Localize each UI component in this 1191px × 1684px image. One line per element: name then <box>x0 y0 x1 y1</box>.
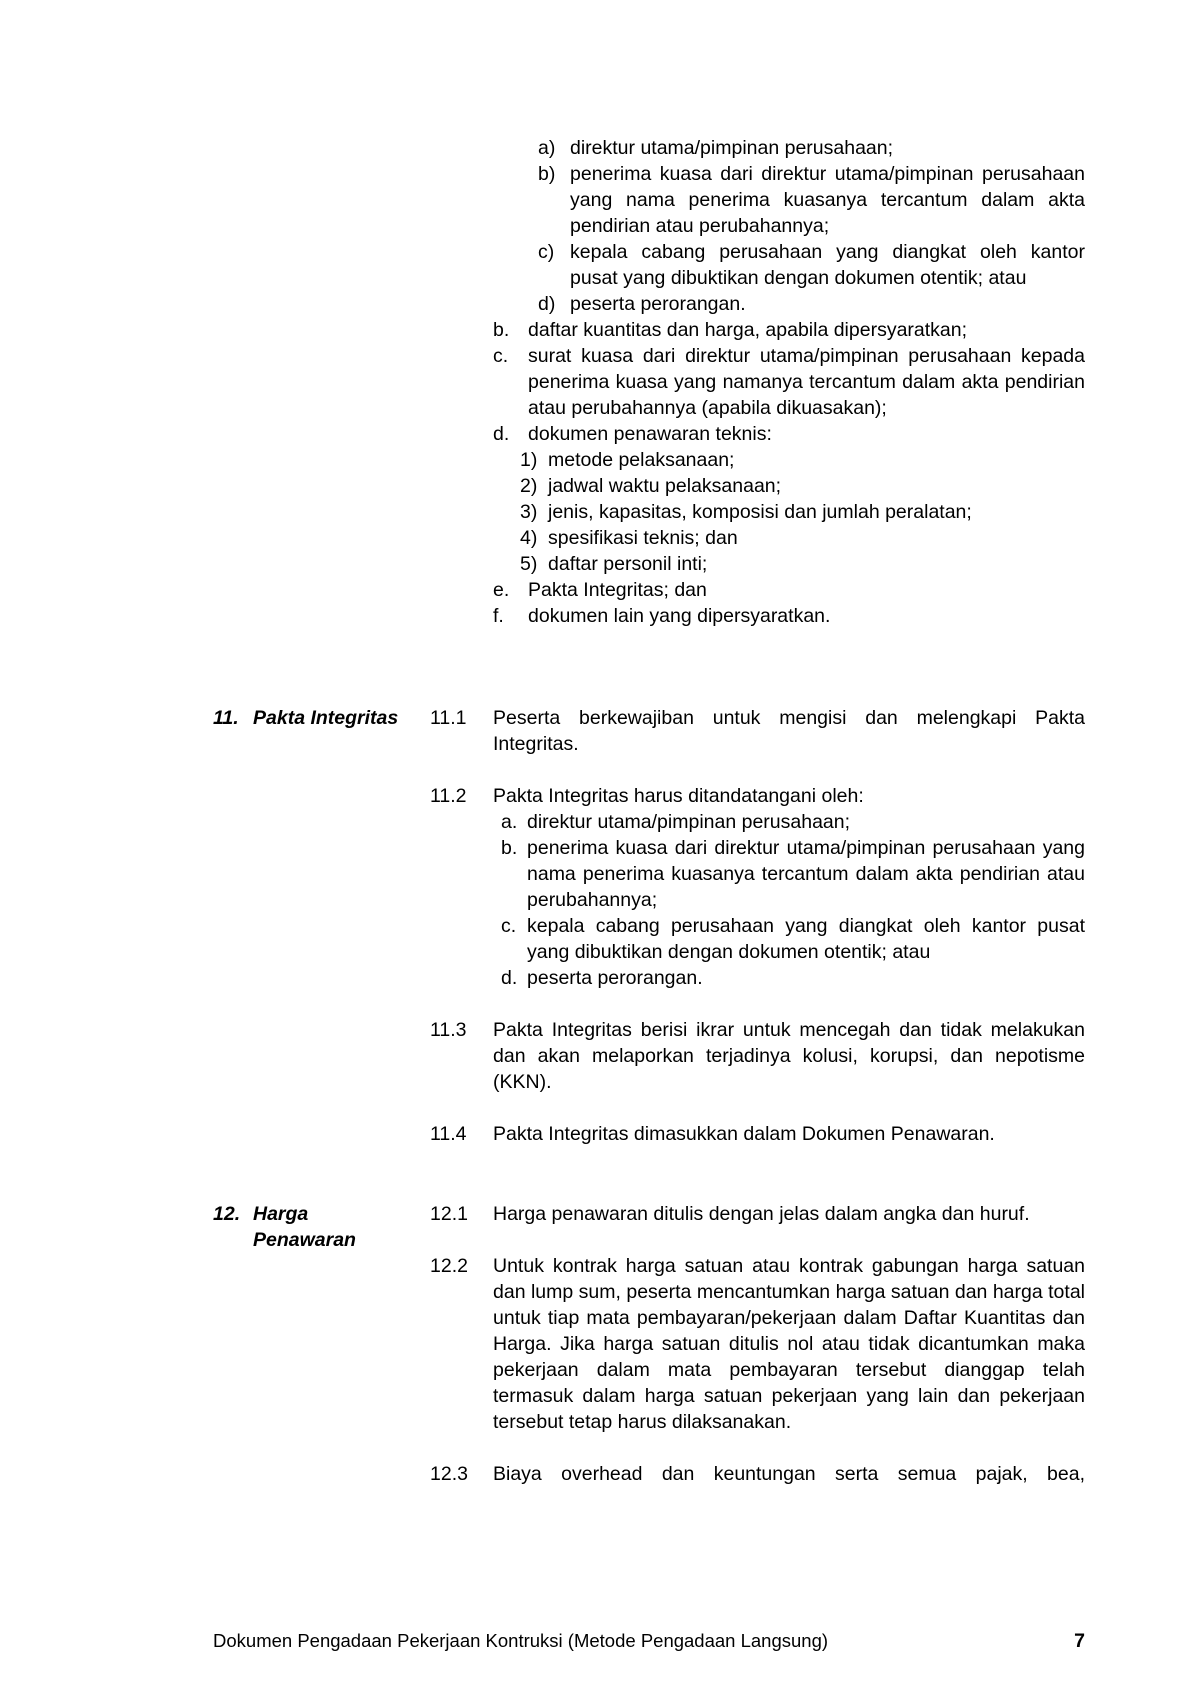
item-number: 11.1 <box>430 707 467 729</box>
list-marker: c) <box>538 241 555 263</box>
item-body <box>493 1121 1085 1147</box>
list-marker: b. <box>493 319 510 341</box>
list-item <box>493 809 1085 835</box>
item-number: 11.3 <box>430 1019 467 1041</box>
list-item <box>493 525 1085 551</box>
list-marker: b. <box>501 837 518 859</box>
list-item <box>493 447 1085 473</box>
list-item-text: jadwal waktu pelaksanaan; <box>548 475 782 497</box>
list-marker: 3) <box>520 501 538 523</box>
list-item <box>493 913 1085 965</box>
list-marker: 2) <box>520 475 538 497</box>
list-item-text: kepala cabang perusahaan yang diangkat oleh kantor pusat yang dibuktikan dengan dokumen otentik; atau <box>570 241 1085 289</box>
list-item <box>493 835 1085 913</box>
list-item <box>493 291 1085 317</box>
clause-11-heading <box>213 705 403 731</box>
list-marker: d) <box>538 293 556 315</box>
clause-title: Pakta Integritas <box>253 707 399 729</box>
clause-title: Harga Penawaran <box>253 1203 356 1251</box>
item-number: 11.2 <box>430 785 467 807</box>
list-marker: d. <box>501 967 518 989</box>
list-item-text: direktur utama/pimpinan perusahaan; <box>570 137 894 159</box>
page-footer <box>213 1629 1085 1653</box>
footer-document-title: Dokumen Pengadaan Pekerjaan Kontruksi (Metode Pengadaan Langsung) <box>213 1630 829 1651</box>
list-item-text: peserta perorangan. <box>570 293 746 315</box>
clause-number: 12. <box>213 1203 241 1225</box>
list-item-text: kepala cabang perusahaan yang diangkat oleh kantor pusat yang dibuktikan dengan dokumen otentik; atau <box>527 915 1085 963</box>
list-item-text: penerima kuasa dari direktur utama/pimpinan perusahaan yang nama penerima kuasanya tercantum dalam akta pendirian atau perubahannya; <box>570 163 1085 237</box>
item-body <box>493 1201 1085 1227</box>
list-item <box>493 965 1085 991</box>
paragraph: Biaya overhead dan keuntungan serta semua pajak, bea, <box>493 1463 1085 1485</box>
paragraph: Pakta Integritas dimasukkan dalam Dokumen Penawaran. <box>493 1123 995 1145</box>
list-marker: 4) <box>520 527 538 549</box>
item-number: 12.1 <box>430 1203 468 1225</box>
paragraph: Harga penawaran ditulis dengan jelas dalam angka dan huruf. <box>493 1203 1030 1225</box>
list-item-text: spesifikasi teknis; dan <box>548 527 738 549</box>
list-item <box>493 239 1085 291</box>
list-marker: a. <box>501 811 518 833</box>
list-item <box>493 135 1085 161</box>
list-item-text: jenis, kapasitas, komposisi dan jumlah peralatan; <box>548 501 972 523</box>
item-number: 11.4 <box>430 1123 467 1145</box>
clause-11-items <box>430 705 1085 1147</box>
list-item-text: dokumen lain yang dipersyaratkan. <box>528 605 831 627</box>
clause-item-11-1 <box>430 705 1085 757</box>
item-number: 12.3 <box>430 1463 468 1485</box>
item-body <box>493 705 1085 757</box>
list-item-text: peserta perorangan. <box>527 967 703 989</box>
list-marker: e. <box>493 579 510 601</box>
list-marker: c. <box>493 345 509 367</box>
clause-item-11-3 <box>430 1017 1085 1095</box>
list-item-text: daftar personil inti; <box>548 553 708 575</box>
item-body <box>493 783 1085 991</box>
clause-item-11-2 <box>430 783 1085 991</box>
clause-number: 11. <box>213 707 239 729</box>
list-item <box>493 421 1085 447</box>
list-item-text: direktur utama/pimpinan perusahaan; <box>527 811 851 833</box>
clause-item-12-1 <box>430 1201 1085 1227</box>
clause-12-heading <box>213 1201 403 1253</box>
list-item-text: daftar kuantitas dan harga, apabila dipersyaratkan; <box>528 319 968 341</box>
list-item-text: metode pelaksanaan; <box>548 449 735 471</box>
list-item-text: surat kuasa dari direktur utama/pimpinan perusahaan kepada penerima kuasa yang namanya tercantum dalam akta pendirian atau perubahannya (apabila dikuasakan); <box>528 345 1085 419</box>
list-item <box>493 577 1085 603</box>
list-item <box>493 161 1085 239</box>
clause-item-11-4 <box>430 1121 1085 1147</box>
list-item-text: dokumen penawaran teknis: <box>528 423 772 445</box>
list-item <box>493 551 1085 577</box>
footer-page-number: 7 <box>1074 1630 1085 1652</box>
clause-item-12-2 <box>430 1253 1085 1435</box>
list-marker: 5) <box>520 553 538 575</box>
list-item <box>493 343 1085 421</box>
list-item <box>493 499 1085 525</box>
clause-item-12-3 <box>430 1461 1085 1487</box>
item-number: 12.2 <box>430 1255 468 1277</box>
list-marker: c. <box>501 915 517 937</box>
paragraph: Pakta Integritas berisi ikrar untuk mencegah dan tidak melakukan dan akan melaporkan terjadinya kolusi, korupsi, dan nepotisme (KKN). <box>493 1019 1085 1093</box>
list-marker: f. <box>493 605 504 627</box>
item-body <box>493 1017 1085 1095</box>
list-item <box>493 473 1085 499</box>
paragraph: Untuk kontrak harga satuan atau kontrak gabungan harga satuan dan lump sum, peserta mencantumkan harga satuan dan harga total untuk tiap mata pembayaran/pekerjaan dalam Daftar Kuantitas dan Harga. Jika harga satuan ditulis nol atau tidak dicantumkan maka pekerjaan dalam mata pembayaran tersebut dianggap telah termasuk dalam harga satuan pekerjaan yang lain dan pekerjaan tersebut tetap harus dilaksanakan. <box>493 1255 1085 1433</box>
paragraph: Peserta berkewajiban untuk mengisi dan melengkapi Pakta Integritas. <box>493 707 1085 755</box>
list-item <box>493 603 1085 629</box>
list-marker: b) <box>538 163 556 185</box>
continuation-block <box>493 135 1085 629</box>
list-item-text: penerima kuasa dari direktur utama/pimpinan perusahaan yang nama penerima kuasanya tercantum dalam akta pendirian atau perubahannya; <box>527 837 1085 911</box>
paragraph: Pakta Integritas harus ditandatangani oleh: <box>493 785 864 807</box>
list-item <box>493 317 1085 343</box>
item-body <box>493 1461 1085 1487</box>
item-body <box>493 1253 1085 1435</box>
clause-11-section <box>0 705 1191 1173</box>
list-item-text: Pakta Integritas; dan <box>528 579 707 601</box>
list-marker: a) <box>538 137 556 159</box>
list-marker: 1) <box>520 449 538 471</box>
clause-12-items <box>430 1201 1085 1487</box>
clause-12-section <box>0 1201 1191 1513</box>
list-marker: d. <box>493 423 510 445</box>
